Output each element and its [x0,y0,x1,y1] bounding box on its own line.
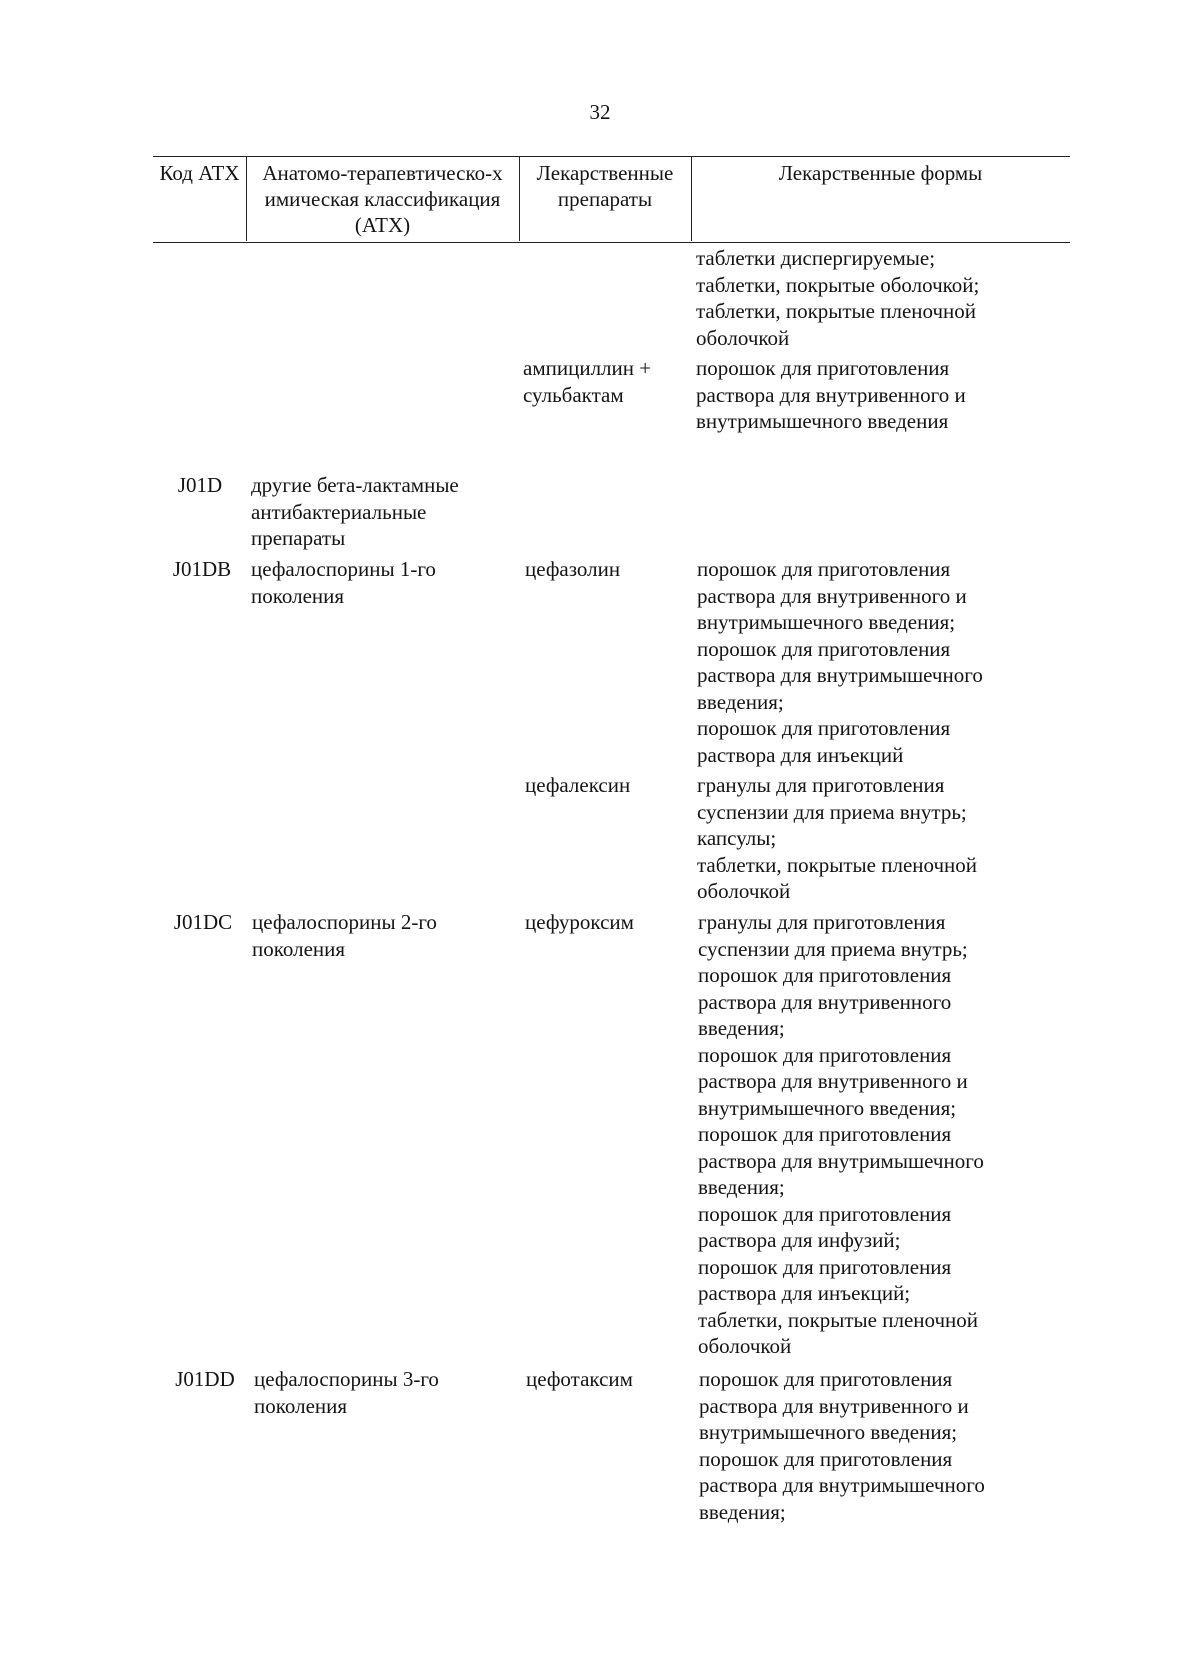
forms-cell: порошок для приготовления раствора для внутривенного и внутримышечного введения; порошок для приготовления раствора для внутримышечного введения; порошок для приготовления раствора для инъекций [697,557,983,767]
header-classification: Анатомо-терапевтическо-х имическая классификация (АТХ) [262,161,503,237]
table-top-rule [153,156,1070,157]
drug-cell: цефотаксим [526,1367,633,1391]
header-drugs: Лекарственные препараты [536,161,674,211]
table-header-bottom-rule [153,242,1070,243]
header-forms: Лекарственные формы [778,161,983,185]
atc-code-cell: J01D [177,473,223,497]
forms-cell: гранулы для приготовления суспензии для приема внутрь; капсулы; таблетки, покрытые пленочной оболочкой [697,773,978,903]
page-number: 32 [589,100,611,124]
atc-code-cell: J01DD [175,1367,235,1391]
classification-cell: цефалоспорины 2-го поколения [252,910,437,961]
forms-cell: порошок для приготовления раствора для внутривенного и внутримышечного введения; порошок для приготовления раствора для внутримышечного введения; [699,1367,985,1524]
classification-cell: цефалоспорины 3-го поколения [254,1367,439,1418]
forms-cell: порошок для приготовления раствора для внутривенного и внутримышечного введения [696,356,966,433]
atc-code-cell: J01DC [173,910,233,934]
header-code: Код АТХ [159,161,240,185]
drug-cell: цефуроксим [525,910,634,934]
classification-cell: другие бета-лактамные антибактериальные препараты [251,473,459,550]
classification-cell: цефалоспорины 1-го поколения [251,557,436,608]
forms-cell: таблетки диспергируемые; таблетки, покрытые оболочкой; таблетки, покрытые пленочной оболочкой [696,246,980,350]
drug-cell: ампициллин + сульбактам [523,356,652,407]
forms-cell: гранулы для приготовления суспензии для приема внутрь; порошок для приготовления раствора для внутривенного введения; порошок для приготовления раствора для внутривенного и внутримышечного введения; порошок для приготовления раствора для внутримышечного введения; порошок для приготовления раствора для инфузий; порошок для приготовления раствора для инъекций; таблетки, покрытые пленочной оболочкой [698,910,984,1358]
drug-cell: цефазолин [525,557,621,581]
drug-cell: цефалексин [525,773,631,797]
atc-code-cell: J01DB [172,557,232,581]
